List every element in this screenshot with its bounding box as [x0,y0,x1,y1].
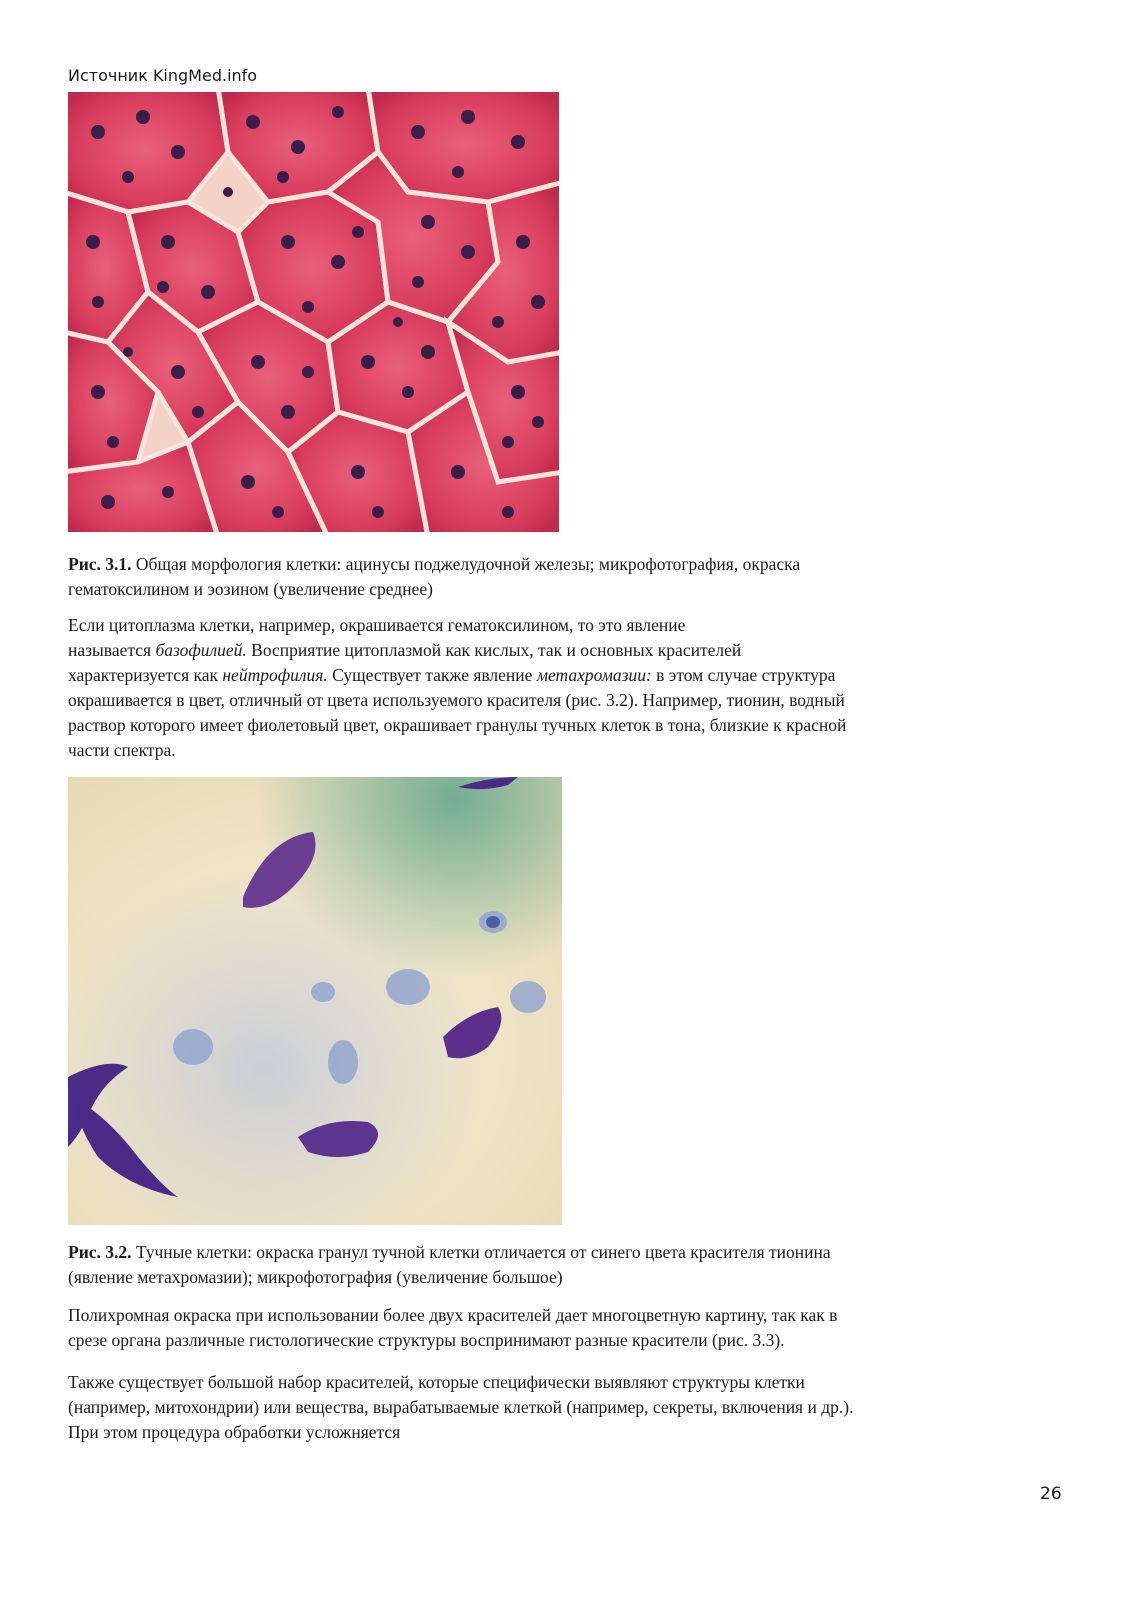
paragraph-3-line-3: При этом процедура обработки усложняется [68,1422,401,1442]
figure-3-1-label: Рис. 3.1. [68,554,132,574]
text-run: Существует также явление [327,665,537,685]
term-metachromasia: метахромазии: [536,665,652,685]
text-run: характеризуется как [68,665,223,685]
paragraph-3-line-2: (например, митохондрии) или вещества, вырабатываемые клеткой (например, секреты, включения и др.). [68,1397,854,1417]
text-run: в этом случае структура [651,665,836,685]
paragraph-1 [68,613,1058,763]
figure-3-1-caption [68,552,1058,602]
paragraph-1-line-2 [68,638,1058,663]
text-run: Восприятие цитоплазмой как кислых, так и основных красителей [246,640,742,660]
paragraph-2-line-2: срезе органа различные гистологические структуры воспринимают разные красители (рис. 3.3). [68,1330,785,1350]
figure-3-2-label: Рис. 3.2. [68,1242,132,1262]
figure-3-2-caption-line-2: (явление метахромазии); микрофотография (увеличение большое) [68,1267,563,1287]
figure-3-2-micrograph [68,777,562,1225]
paragraph-3 [68,1370,1058,1445]
source-header: Источник KingMed.info [68,66,258,85]
paragraph-1-line-4: окрашивается в цвет, отличный от цвета используемого красителя (рис. 3.2). Например, тионин, водный [68,690,845,710]
figure-3-2-caption-line-1: Тучные клетки: окраска гранул тучной клетки отличается от синего цвета красителя тионина [131,1242,831,1262]
paragraph-1-line-1: Если цитоплазма клетки, например, окрашивается гематоксилином, то это явление [68,615,686,635]
figure-3-1-caption-line-2: гематоксилином и эозином (увеличение среднее) [68,579,433,599]
figure-3-1-caption-line-1: Общая морфология клетки: ацинусы поджелудочной железы; микрофотография, окраска [131,554,801,574]
page-number: 26 [1040,1484,1062,1504]
text-run: называется [68,640,156,660]
paragraph-1-line-6: части спектра. [68,740,176,760]
paragraph-3-line-1: Также существует большой набор красителей, которые специфически выявляют структуры клетки [68,1372,805,1392]
paragraph-2 [68,1303,1058,1353]
paragraph-1-line-3 [68,663,1058,688]
term-neutrophilia: нейтрофилия. [222,665,328,685]
paragraph-2-line-1: Полихромная окраска при использовании более двух красителей дает многоцветную картину, так как в [68,1305,838,1325]
paragraph-1-line-5: раствор которого имеет фиолетовый цвет, окрашивает гранулы тучных клеток в тона, близкие к красной [68,715,847,735]
figure-3-1-micrograph [68,92,559,532]
figure-3-2-caption [68,1240,1058,1290]
term-basophilia: базофилией. [155,640,247,660]
